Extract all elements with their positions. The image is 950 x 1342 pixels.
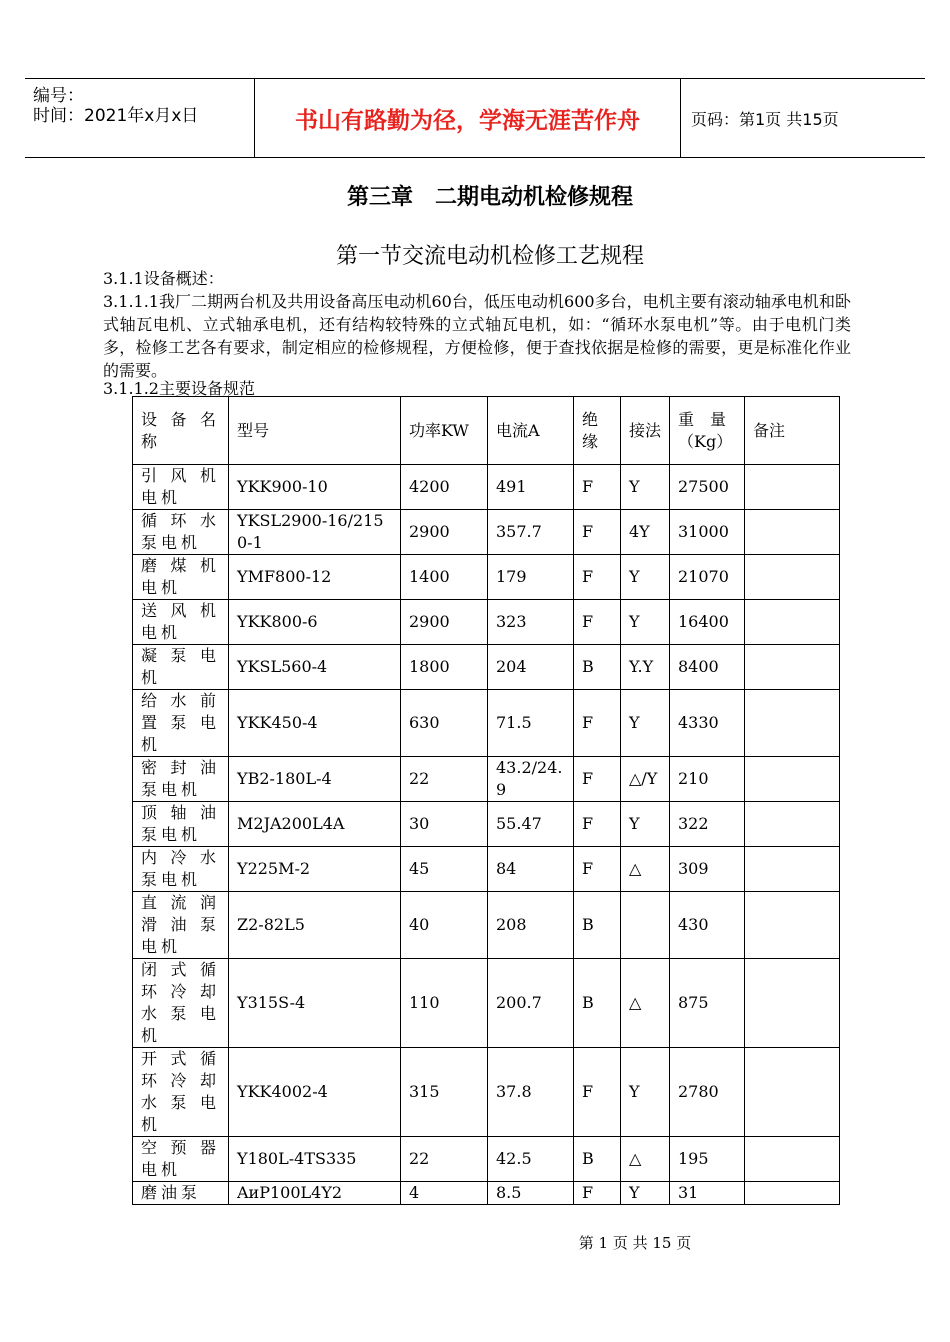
cell-power: 4 xyxy=(401,1182,488,1205)
cell-insulation: F xyxy=(574,600,621,645)
cell-connection: Y xyxy=(621,465,670,510)
cell-current: 179 xyxy=(488,555,574,600)
section-title: 第一节交流电动机检修工艺规程 xyxy=(335,244,644,269)
cell-remark xyxy=(745,757,840,802)
cell-weight: 210 xyxy=(670,757,745,802)
cell-model: AиP100L4Y2 xyxy=(229,1182,401,1205)
table-row xyxy=(133,690,840,757)
table-row xyxy=(133,510,840,555)
chapter-title: 第三章 二期电动机检修规程 xyxy=(346,185,633,210)
cell-connection: Y xyxy=(621,802,670,847)
cell-name: 引风机电机 xyxy=(133,465,229,510)
cell-power: 1400 xyxy=(401,555,488,600)
cell-weight: 21070 xyxy=(670,555,745,600)
cell-connection: Y xyxy=(621,555,670,600)
cell-insulation: F xyxy=(574,690,621,757)
spec-heading: 3.1.1.2主要设备规范 xyxy=(103,379,255,398)
cell-name: 磨油泵 xyxy=(133,1182,229,1205)
table-row xyxy=(133,847,840,892)
cell-insulation: F xyxy=(574,802,621,847)
cell-insulation: B xyxy=(574,892,621,959)
cell-current: 8.5 xyxy=(488,1182,574,1205)
header-model: 型号 xyxy=(229,397,401,465)
cell-weight: 2780 xyxy=(670,1048,745,1137)
cell-current: 491 xyxy=(488,465,574,510)
header-name: 设备名称 xyxy=(133,397,229,465)
page-header xyxy=(25,78,925,158)
cell-insulation: B xyxy=(574,1137,621,1182)
cell-model: Y225M-2 xyxy=(229,847,401,892)
cell-weight: 27500 xyxy=(670,465,745,510)
cell-remark xyxy=(745,1137,840,1182)
cell-current: 200.7 xyxy=(488,959,574,1048)
cell-model: Z2-82L5 xyxy=(229,892,401,959)
cell-model: YKK4002-4 xyxy=(229,1048,401,1137)
cell-remark xyxy=(745,465,840,510)
cell-insulation: F xyxy=(574,555,621,600)
cell-remark xyxy=(745,1048,840,1137)
cell-weight: 309 xyxy=(670,847,745,892)
cell-model: YKK900-10 xyxy=(229,465,401,510)
header-page-info: 页码：第1页 共15页 xyxy=(691,109,839,129)
cell-connection: Y xyxy=(621,690,670,757)
cell-model: M2JA200L4A xyxy=(229,802,401,847)
cell-weight: 322 xyxy=(670,802,745,847)
cell-connection: Y xyxy=(621,1048,670,1137)
cell-power: 4200 xyxy=(401,465,488,510)
cell-remark xyxy=(745,690,840,757)
header-remark: 备注 xyxy=(745,397,840,465)
number-label: 编号： xyxy=(33,86,84,106)
cell-power: 45 xyxy=(401,847,488,892)
cell-current: 42.5 xyxy=(488,1137,574,1182)
table-row xyxy=(133,1048,840,1137)
table-row xyxy=(133,1182,840,1205)
cell-remark xyxy=(745,802,840,847)
cell-model: YKSL2900-16/2150-1 xyxy=(229,510,401,555)
header-insulation: 绝缘 xyxy=(574,397,621,465)
cell-name: 开式循环冷却水泵电机 xyxy=(133,1048,229,1137)
cell-power: 2900 xyxy=(401,600,488,645)
cell-power: 22 xyxy=(401,1137,488,1182)
cell-name: 循环水泵电机 xyxy=(133,510,229,555)
cell-current: 43.2/24.9 xyxy=(488,757,574,802)
cell-current: 323 xyxy=(488,600,574,645)
cell-current: 37.8 xyxy=(488,1048,574,1137)
cell-connection: Y xyxy=(621,600,670,645)
cell-name: 闭式循环冷却水泵电机 xyxy=(133,959,229,1048)
cell-model: YB2-180L-4 xyxy=(229,757,401,802)
cell-model: YMF800-12 xyxy=(229,555,401,600)
cell-remark xyxy=(745,555,840,600)
cell-model: YKK450-4 xyxy=(229,690,401,757)
cell-weight: 16400 xyxy=(670,600,745,645)
cell-insulation: B xyxy=(574,645,621,690)
cell-name: 磨煤机电机 xyxy=(133,555,229,600)
header-motto: 书山有路勤为径，学海无涯苦作舟 xyxy=(255,79,681,157)
cell-connection: △ xyxy=(621,1137,670,1182)
cell-remark xyxy=(745,847,840,892)
cell-weight: 31 xyxy=(670,1182,745,1205)
header-weight: 重 量（Kg） xyxy=(670,397,745,465)
cell-remark xyxy=(745,892,840,959)
time-label: 时间：2021年x月x日 xyxy=(33,106,199,126)
header-current: 电流A xyxy=(488,397,574,465)
cell-current: 84 xyxy=(488,847,574,892)
cell-power: 315 xyxy=(401,1048,488,1137)
header-connection: 接法 xyxy=(621,397,670,465)
table-row xyxy=(133,600,840,645)
cell-current: 55.47 xyxy=(488,802,574,847)
cell-power: 1800 xyxy=(401,645,488,690)
cell-connection: 4Y xyxy=(621,510,670,555)
cell-name: 直流润滑油泵电机 xyxy=(133,892,229,959)
table-header-row xyxy=(133,397,840,465)
cell-name: 内冷水泵电机 xyxy=(133,847,229,892)
cell-power: 40 xyxy=(401,892,488,959)
cell-insulation: B xyxy=(574,959,621,1048)
cell-connection xyxy=(621,892,670,959)
cell-connection: Y.Y xyxy=(621,645,670,690)
equipment-spec-table xyxy=(132,396,840,1205)
cell-remark xyxy=(745,645,840,690)
table-row xyxy=(133,555,840,600)
cell-model: YKK800-6 xyxy=(229,600,401,645)
cell-current: 357.7 xyxy=(488,510,574,555)
overview-heading: 3.1.1设备概述： xyxy=(103,269,224,288)
cell-model: Y180L-4TS335 xyxy=(229,1137,401,1182)
table-row xyxy=(133,1137,840,1182)
cell-name: 给水前置泵电机 xyxy=(133,690,229,757)
cell-remark xyxy=(745,510,840,555)
cell-weight: 8400 xyxy=(670,645,745,690)
cell-name: 顶轴油泵电机 xyxy=(133,802,229,847)
cell-weight: 4330 xyxy=(670,690,745,757)
table-row xyxy=(133,892,840,959)
cell-name: 空预器电机 xyxy=(133,1137,229,1182)
cell-insulation: F xyxy=(574,757,621,802)
header-meta xyxy=(25,79,255,157)
cell-weight: 430 xyxy=(670,892,745,959)
cell-insulation: F xyxy=(574,847,621,892)
cell-model: YKSL560-4 xyxy=(229,645,401,690)
cell-current: 71.5 xyxy=(488,690,574,757)
cell-power: 110 xyxy=(401,959,488,1048)
cell-power: 630 xyxy=(401,690,488,757)
header-power: 功率KW xyxy=(401,397,488,465)
cell-remark xyxy=(745,959,840,1048)
cell-name: 密封油泵电机 xyxy=(133,757,229,802)
table-row xyxy=(133,757,840,802)
cell-model: Y315S-4 xyxy=(229,959,401,1048)
cell-remark xyxy=(745,1182,840,1205)
cell-insulation: F xyxy=(574,1182,621,1205)
cell-connection: △ xyxy=(621,959,670,1048)
cell-current: 204 xyxy=(488,645,574,690)
cell-connection: Y xyxy=(621,1182,670,1205)
overview-paragraph: 3.1.1.1我厂二期两台机及共用设备高压电动机60台，低压电动机600多台，电机主要有滚动轴承电机和卧式轴瓦电机、立式轴承电机，还有结构较特殊的立式轴瓦电机，如：“循环水泵电机”等。由于电机门类多，检修工艺各有要求，制定相应的检修规程，方便检修，便于查找依据是检修的需要，更是标准化作业的需要。 xyxy=(103,292,851,380)
table-row xyxy=(133,465,840,510)
cell-weight: 875 xyxy=(670,959,745,1048)
cell-connection: △ xyxy=(621,847,670,892)
cell-name: 凝泵电机 xyxy=(133,645,229,690)
cell-insulation: F xyxy=(574,1048,621,1137)
cell-name: 送风机电机 xyxy=(133,600,229,645)
table-row xyxy=(133,802,840,847)
cell-connection: △/Y xyxy=(621,757,670,802)
table-row xyxy=(133,645,840,690)
cell-weight: 195 xyxy=(670,1137,745,1182)
cell-power: 22 xyxy=(401,757,488,802)
cell-weight: 31000 xyxy=(670,510,745,555)
table-row xyxy=(133,959,840,1048)
cell-insulation: F xyxy=(574,465,621,510)
page-footer: 第 1 页 共 15 页 xyxy=(578,1234,692,1252)
cell-power: 2900 xyxy=(401,510,488,555)
cell-remark xyxy=(745,600,840,645)
cell-insulation: F xyxy=(574,510,621,555)
cell-power: 30 xyxy=(401,802,488,847)
cell-current: 208 xyxy=(488,892,574,959)
